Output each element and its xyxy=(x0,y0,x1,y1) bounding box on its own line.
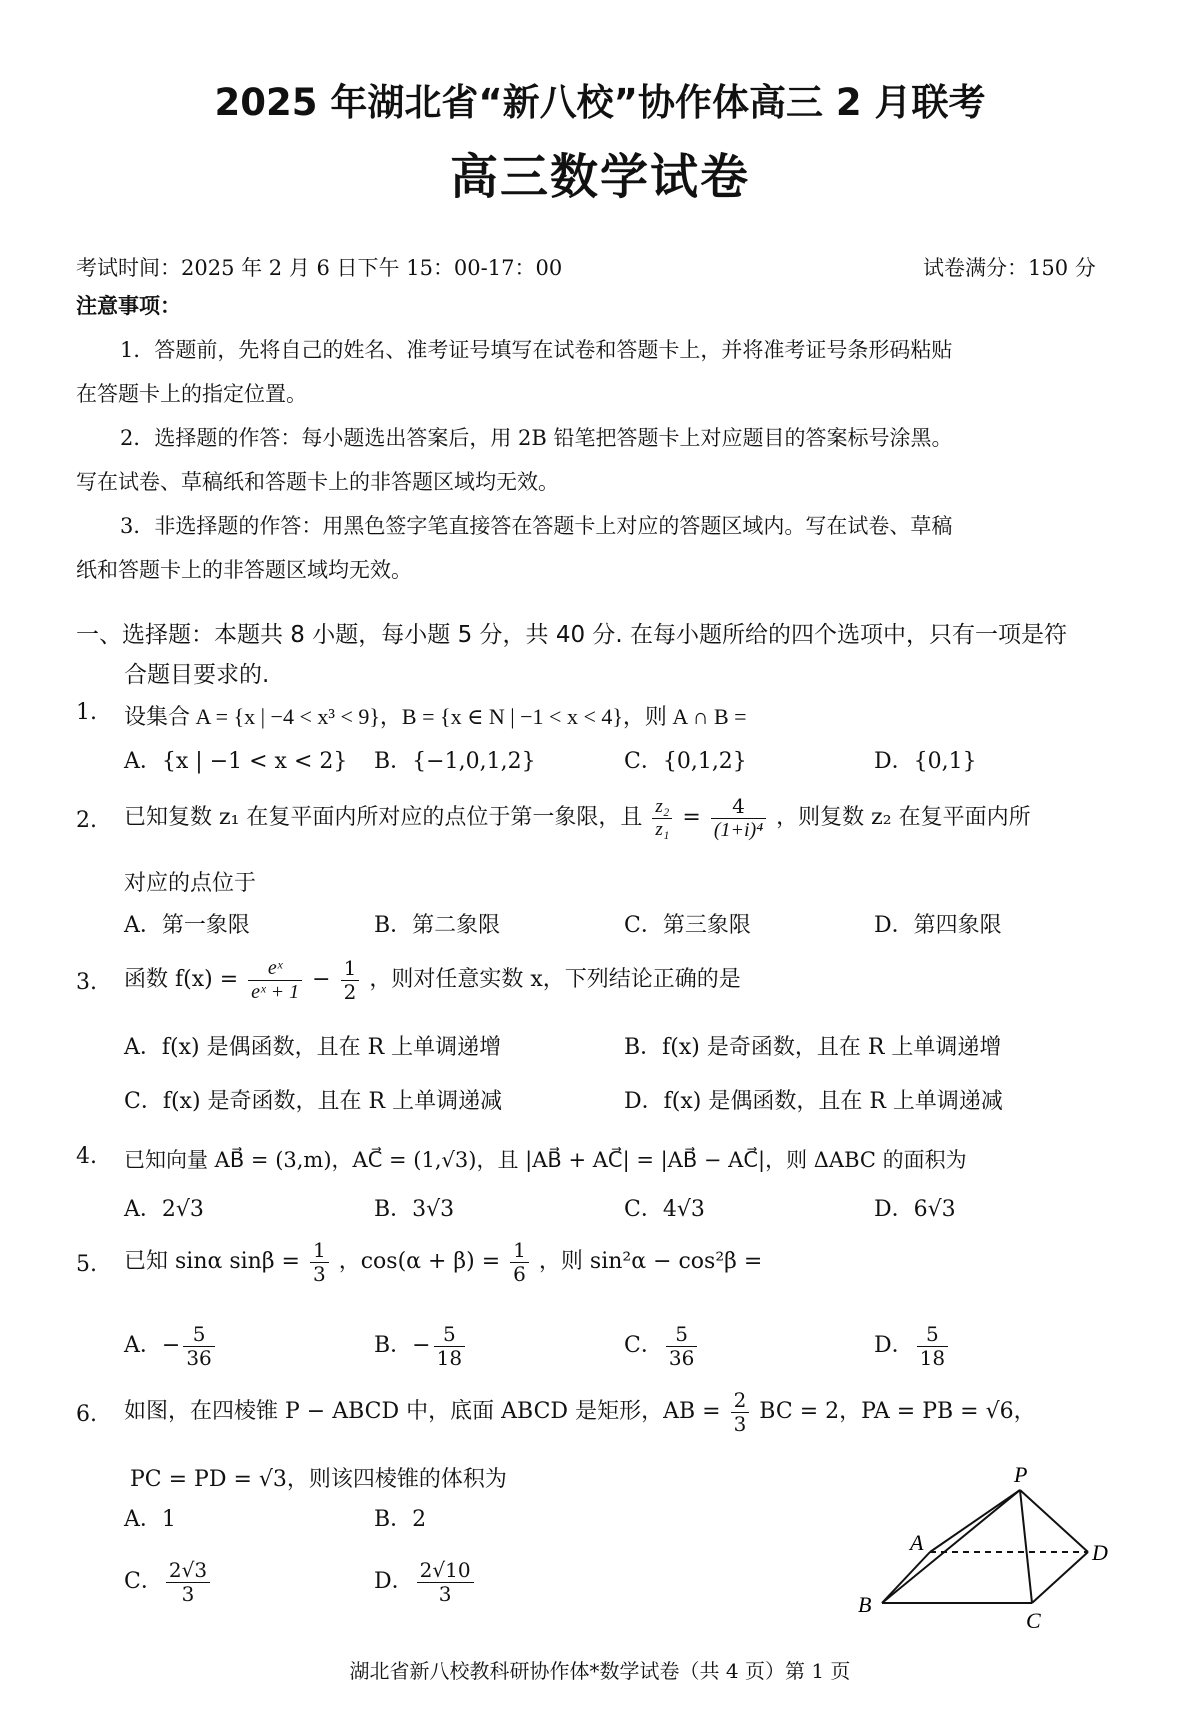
q4-option-b: B．3√3 xyxy=(374,1197,455,1222)
q2-frac-den: z₁ xyxy=(655,818,670,840)
q5-a-num: 5 xyxy=(183,1323,214,1347)
edge-pd xyxy=(1020,1490,1088,1552)
q5-c-den: 36 xyxy=(668,1345,695,1370)
q5-c-num: 5 xyxy=(666,1323,697,1347)
q2-number: 2. xyxy=(76,808,97,833)
q2-option-c: C．第三象限 xyxy=(624,913,751,938)
q5-fraction-1 xyxy=(310,1239,329,1286)
note-2-line-a: 2．选择题的作答：每小题选出答案后，用 2B 铅笔把答题卡上对应题目的答案标号涂黑。 xyxy=(120,426,953,450)
q6-d-num: 2√10 xyxy=(417,1559,474,1583)
q2-stem-c: 对应的点位于 xyxy=(124,871,257,896)
q6-stem-b: BC = 2，PA = PB = √6， xyxy=(759,1399,1036,1424)
q6-stem-a: 如图，在四棱锥 P − ABCD 中，底面 ABCD 是矩形，AB = xyxy=(124,1399,721,1424)
q3-option-b: B．f(x) 是奇函数，且在 R 上单调递增 xyxy=(624,1035,1002,1060)
q6-number: 6. xyxy=(76,1402,97,1427)
q6-f-den: 3 xyxy=(733,1411,747,1436)
q2-fraction-2 xyxy=(711,795,766,842)
q6-c-label: C． xyxy=(124,1569,163,1594)
q3-stem-line xyxy=(124,952,741,1008)
q5-b-frac xyxy=(434,1323,465,1370)
q5-option-b xyxy=(374,1318,468,1374)
q5-a-label: A． xyxy=(124,1333,162,1358)
q6-stem-c: PC = PD = √3，则该四棱锥的体积为 xyxy=(130,1467,507,1492)
q5-stem-c: ，则 sin²α − cos²β = xyxy=(538,1249,763,1274)
edge-pb xyxy=(882,1490,1020,1603)
q4-option-a: A．2√3 xyxy=(124,1197,204,1222)
q6-option-a: A．1 xyxy=(124,1507,176,1532)
q5-f2-den: 6 xyxy=(513,1261,526,1286)
label-p: P xyxy=(1014,1462,1028,1487)
note-3-line-b: 纸和答题卡上的非答题区域均无效。 xyxy=(76,558,412,582)
q5-d-label: D． xyxy=(874,1333,914,1358)
q4-option-d: D．6√3 xyxy=(874,1197,956,1222)
q1-option-c: C．{0,1,2} xyxy=(624,749,747,774)
q5-stem-b: ，cos(α + β) = xyxy=(338,1249,501,1274)
q5-a-frac xyxy=(183,1323,214,1370)
q5-stem-a: 已知 sinα sinβ = xyxy=(124,1249,300,1274)
q3-number: 3. xyxy=(76,970,97,995)
q3-stem-a: 函数 f(x) = xyxy=(124,967,239,992)
label-a: A xyxy=(910,1530,924,1555)
q3-fraction xyxy=(248,957,302,1004)
page-footer: 湖北省新八校教科研协作体*数学试卷（共 4 页）第 1 页 xyxy=(349,1659,851,1683)
q1-number: 1. xyxy=(76,700,97,725)
q5-c-frac xyxy=(666,1323,697,1370)
section-1-heading-cont: 合题目要求的. xyxy=(124,662,270,688)
q3-frac-num: eˣ xyxy=(248,957,302,981)
q2-stem-line xyxy=(124,790,1031,846)
q2-frac2-den: (1+i)⁴ xyxy=(713,818,764,841)
edge-cd xyxy=(1032,1552,1088,1603)
q5-c-label: C． xyxy=(624,1333,663,1358)
q6-d-frac xyxy=(417,1559,474,1606)
q6-stem-line xyxy=(124,1384,1036,1440)
q6-c-num: 2√3 xyxy=(166,1559,210,1583)
q5-b-label: B． xyxy=(374,1333,413,1358)
section-1-heading: 一、选择题：本题共 8 小题，每小题 5 分，共 40 分. 在每小题所给的四个选项中，只有一项是符 xyxy=(76,622,1068,648)
q6-c-den: 3 xyxy=(181,1581,195,1606)
q6-option-d xyxy=(374,1554,477,1610)
label-d: D xyxy=(1092,1540,1108,1565)
q2-fraction xyxy=(652,796,672,841)
q6-fraction xyxy=(731,1389,750,1436)
note-3-line-a: 3．非选择题的作答：用黑色签字笔直接答在答题卡上对应的答题区域内。写在试卷、草稿 xyxy=(120,514,953,538)
q5-d-num: 5 xyxy=(917,1323,948,1347)
q5-fraction-2 xyxy=(510,1239,529,1286)
q5-b-num: 5 xyxy=(434,1323,465,1347)
q2-option-b: B．第二象限 xyxy=(374,913,501,938)
q1-option-b: B．{−1,0,1,2} xyxy=(374,749,536,774)
q5-d-frac xyxy=(917,1323,948,1370)
note-1-line-a: 1．答题前，先将自己的姓名、准考证号填写在试卷和答题卡上，并将准考证号条形码粘贴 xyxy=(120,338,953,362)
q3-option-a: A．f(x) 是偶函数，且在 R 上单调递增 xyxy=(124,1035,502,1060)
q4-stem: 已知向量 AB⃗ = (3,m)，AC⃗ = (1,√3)，且 |AB⃗ + AC⃗| = |AB⃗ − AC⃗|，则 ΔABC 的面积为 xyxy=(124,1148,967,1172)
q3-frac2-num: 1 xyxy=(341,957,360,981)
q5-f1-num: 1 xyxy=(310,1239,329,1263)
q3-minus: − xyxy=(312,967,331,992)
q4-option-c: C．4√3 xyxy=(624,1197,705,1222)
q5-d-den: 18 xyxy=(919,1345,946,1370)
q1-option-a: A．{x | −1 < x < 2} xyxy=(124,749,348,774)
q1-stem: 设集合 A = {x | −4 < x³ < 9}，B = {x ∈ N | −1 < x < 4}，则 A ∩ B = xyxy=(124,704,747,729)
q5-a-den: 36 xyxy=(186,1345,212,1370)
q3-stem-b: ，则对任意实数 x，下列结论正确的是 xyxy=(369,967,741,992)
q5-stem-line xyxy=(124,1234,762,1290)
label-b: B xyxy=(858,1592,872,1617)
q4-number: 4. xyxy=(76,1144,97,1169)
q6-option-b: B．2 xyxy=(374,1507,427,1532)
q3-option-d: D．f(x) 是偶函数，且在 R 上单调递减 xyxy=(624,1089,1003,1114)
edge-pa xyxy=(930,1490,1020,1552)
label-c: C xyxy=(1026,1608,1041,1630)
q5-option-d xyxy=(874,1318,951,1374)
q2-eq: = xyxy=(682,805,701,830)
q5-number: 5. xyxy=(76,1252,97,1277)
q6-c-frac xyxy=(166,1559,210,1606)
note-1-line-b: 在答题卡上的指定位置。 xyxy=(76,382,307,406)
q3-frac2-den: 2 xyxy=(343,979,357,1004)
q6-d-label: D． xyxy=(374,1569,414,1594)
q5-option-a xyxy=(124,1318,218,1374)
q2-frac2-num: 4 xyxy=(711,795,766,819)
q2-option-d: D．第四象限 xyxy=(874,913,1002,938)
q5-a-sign: − xyxy=(161,1333,181,1358)
q5-b-sign: − xyxy=(412,1333,431,1358)
q6-f-num: 2 xyxy=(731,1389,750,1413)
q3-option-c: C．f(x) 是奇函数，且在 R 上单调递减 xyxy=(124,1089,503,1114)
q5-b-den: 18 xyxy=(436,1345,463,1370)
pyramid-figure xyxy=(830,1460,1130,1630)
q2-frac-num: z₂ xyxy=(652,796,672,819)
q5-f2-num: 1 xyxy=(510,1239,529,1263)
q2-option-a: A．第一象限 xyxy=(124,913,250,938)
q6-d-den: 3 xyxy=(438,1581,452,1606)
q1-option-d: D．{0,1} xyxy=(874,749,977,774)
q3-fraction-2 xyxy=(341,957,360,1004)
q5-option-c xyxy=(624,1318,700,1374)
q2-stem-b: ，则复数 z₂ 在复平面内所 xyxy=(776,805,1031,830)
edge-ba xyxy=(882,1552,930,1603)
notes-heading: 注意事项： xyxy=(76,293,181,318)
full-score: 试卷满分：150 分 xyxy=(923,256,1096,280)
paper-title: 高三数学试卷 xyxy=(449,149,750,205)
edge-pc xyxy=(1020,1490,1032,1603)
q2-stem-a: 已知复数 z₁ 在复平面内所对应的点位于第一象限，且 xyxy=(124,805,643,830)
exam-time: 考试时间：2025 年 2 月 6 日下午 15：00-17：00 xyxy=(76,256,563,280)
note-2-line-b: 写在试卷、草稿纸和答题卡上的非答题区域均无效。 xyxy=(76,470,559,494)
q5-f1-den: 3 xyxy=(312,1261,326,1286)
q6-option-c xyxy=(124,1554,213,1610)
q3-frac-den: eˣ + 1 xyxy=(251,980,300,1003)
exam-title: 2025 年湖北省“新八校”协作体高三 2 月联考 xyxy=(214,81,986,124)
